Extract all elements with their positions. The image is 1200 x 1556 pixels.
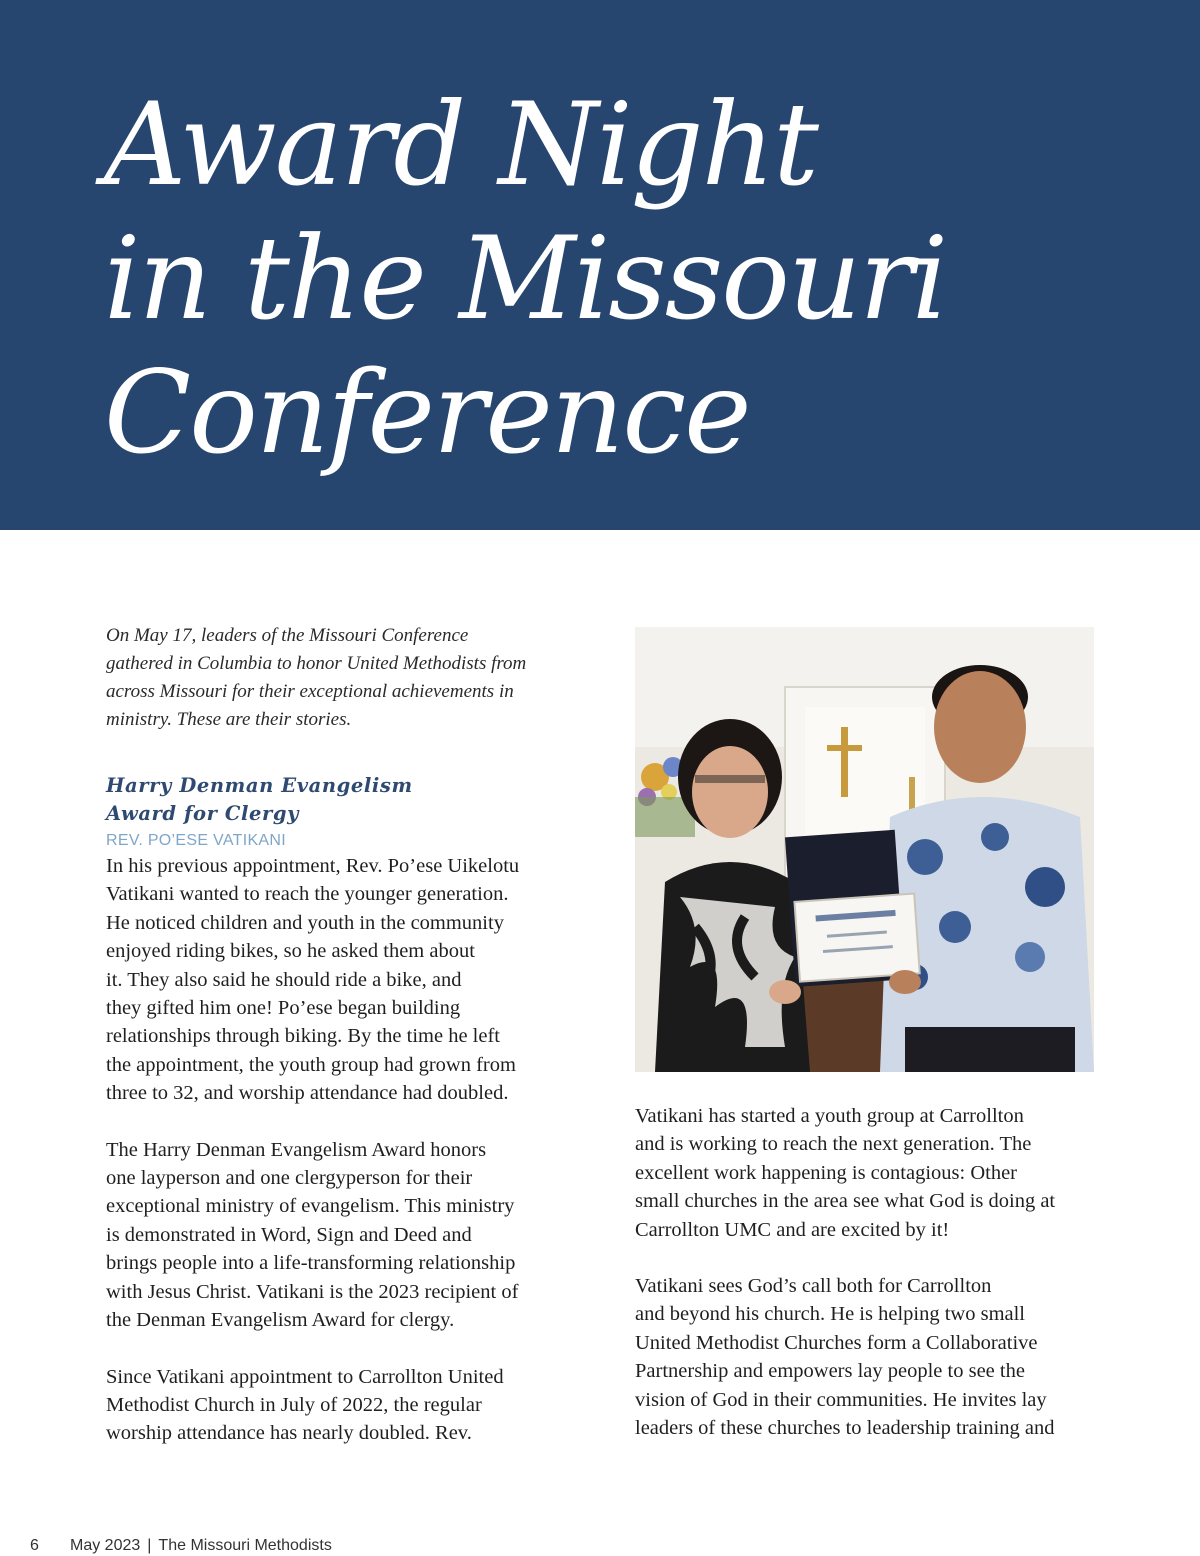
body-line: Vatikani sees God’s call both for Carrollton (635, 1275, 992, 1298)
section-heading-line: Harry Denman Evangelism (106, 774, 413, 797)
body-paragraph (106, 1136, 568, 1335)
award-photo (635, 627, 1094, 1072)
body-line: Since Vatikani appointment to Carrollton United (106, 1365, 504, 1388)
body-line: three to 32, and worship attendance had doubled. (106, 1082, 509, 1105)
page-title (104, 78, 946, 480)
page-number: 6 (30, 1537, 39, 1554)
body-line: Partnership and empowers lay people to see the (635, 1360, 1025, 1383)
intro-line: gathered in Columbia to honor United Methodists from (106, 653, 527, 674)
section-heading (106, 772, 568, 828)
body-line: vision of God in their communities. He invites lay (635, 1388, 1047, 1411)
body-line: the appointment, the youth group had grown from (106, 1053, 516, 1076)
title-line: Award Night (104, 78, 817, 211)
publication-name: The Missouri Methodists (158, 1537, 332, 1554)
body-line: small churches in the area see what God is doing at (635, 1190, 1056, 1213)
issue-date: May 2023 (70, 1537, 141, 1554)
title-banner (0, 0, 1200, 530)
body-line: In his previous appointment, Rev. Po’ese Uikelotu (106, 855, 520, 877)
body-paragraph (106, 852, 568, 1108)
footer-separator: | (147, 1537, 152, 1554)
title-line: in the Missouri (104, 212, 947, 345)
body-line: they gifted him one! Po’ese began building (106, 997, 461, 1020)
intro-line: On May 17, leaders of the Missouri Conference (106, 625, 469, 646)
body-line: Methodist Church in July of 2022, the regular (106, 1393, 482, 1416)
intro-text (106, 622, 568, 734)
body-line: with Jesus Christ. Vatikani is the 2023 recipient of (106, 1280, 519, 1303)
body-line: Carrollton UMC and are excited by it! (635, 1218, 950, 1241)
body-line: worship attendance has nearly doubled. Rev. (106, 1422, 472, 1445)
body-line: exceptional ministry of evangelism. This ministry (106, 1195, 515, 1218)
body-line: it. They also said he should ride a bike, and (106, 968, 462, 991)
body-line: Vatikani wanted to reach the younger generation. (106, 883, 509, 906)
body-line: leaders of these churches to leadership training and (635, 1417, 1055, 1440)
intro-line: across Missouri for their exceptional achievements in (106, 681, 514, 702)
body-line: one layperson and one clergyperson for their (106, 1167, 473, 1190)
body-line: The Harry Denman Evangelism Award honors (106, 1138, 487, 1161)
body-line: and beyond his church. He is helping two small (635, 1303, 1026, 1326)
body-line: He noticed children and youth in the community (106, 911, 504, 934)
body-paragraph (106, 1363, 568, 1448)
title-line: Conference (104, 346, 750, 479)
body-line: is demonstrated in Word, Sign and Deed and (106, 1223, 472, 1246)
body-line: enjoyed riding bikes, so he asked them about (106, 940, 475, 963)
intro-line: ministry. These are their stories. (106, 709, 352, 730)
cross-icon (841, 727, 848, 797)
body-line: and is working to reach the next generation. The (635, 1133, 1032, 1156)
body-line: relationships through biking. By the time he left (106, 1025, 500, 1048)
section-heading-line: Award for Clergy (106, 802, 300, 825)
award-photo-illustration (635, 627, 1094, 1072)
left-column (106, 622, 568, 1476)
body-line: the Denman Evangelism Award for clergy. (106, 1309, 455, 1332)
body-paragraph (635, 1102, 1105, 1244)
body-line: Vatikani has started a youth group at Carrollton (635, 1105, 1024, 1127)
right-column (635, 1102, 1105, 1470)
body-line: excellent work happening is contagious: Other (635, 1161, 1017, 1184)
body-line: United Methodist Churches form a Collaborative (635, 1331, 1038, 1354)
honoree-name: REV. PO’ESE VATIKANI (106, 832, 286, 849)
body-paragraph (635, 1272, 1105, 1442)
page-footer (30, 1536, 332, 1556)
body-line: brings people into a life-transforming relationship (106, 1252, 516, 1275)
